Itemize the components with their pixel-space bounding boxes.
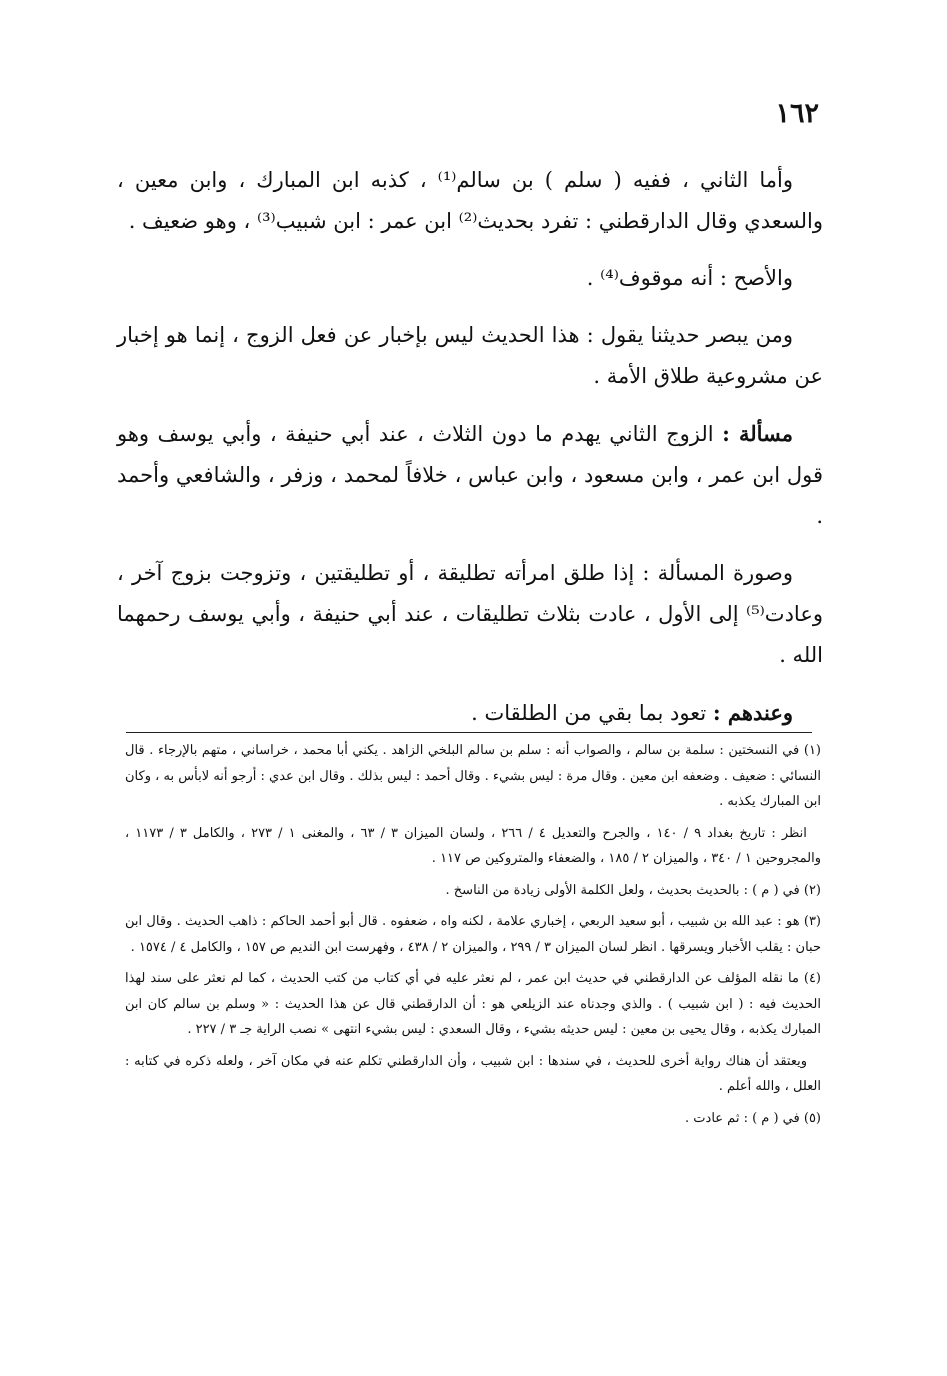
paragraph-hadith-insight	[117, 315, 823, 397]
footnote-1-references: انظر : تاريخ بغداد ٩ / ١٤٠ ، والجرح والتعديل ٤ / ٢٦٦ ، ولسان الميزان ٣ / ٦٣ ، والمغنى ١ / ٢٧٣ ، والكامل ٣ / ١١٧٣ ، والمجروحين ١ / ٣٤٠ ، والميزان ٢ / ١٨٥ ، والضعفاء والمتروكين ص ١١٧ .	[125, 825, 821, 866]
paragraph-most-correct	[117, 258, 823, 299]
paragraph-text: ومن يبصر حديثنا يقول : هذا الحديث ليس بإخبار عن فعل الزوج ، إنما هو إخبار عن مشروعية طلاق الأمة .	[117, 323, 823, 388]
footnote-4: (٤) ما نقله المؤلف عن الدارقطني في حديث ابن عمر ، لم نعثر عليه في أي كتاب من كتب الحديث ، كما لم نعثر على سند لهذا الحديث فيه : ( ابن شبيب ) . والذي وجدناه عند الزيلعي هو : أن الدارقطني قال عن هذا الحديث : « وسلم بن سالم كان ابن المبارك يكذبه ، وقال يحيى بن معين : ليس حديثه بشيء ، وقال السعدي : ليس بشيء انتهى » نصب الراية جـ ٣ / ٢٢٧ .	[125, 971, 821, 1037]
footnote-5: (٥) في ( م ) : ثم عادت .	[685, 1110, 821, 1126]
footnote-divider	[126, 732, 812, 733]
footnote-4-continuation: ويعتقد أن هناك رواية أخرى للحديث ، في سندها : ابن شبيب ، وأن الدارقطني تكلم عنه في مكان آخر ، ولعله ذكره في كتابه : العلل ، والله أعلم .	[125, 1053, 821, 1094]
paragraph-text: والأصح : أنه موقوف⁽⁴⁾ .	[586, 266, 793, 290]
paragraph-issue-form	[117, 553, 823, 676]
paragraph-text: تعود بما بقي من الطلقات .	[471, 701, 713, 725]
footnote-1: (١) في النسختين : سلمة بن سالم ، والصواب أنه : سلم بن سالم البلخي الزاهد . يكني أبا محمد ، خراساني ، متهم بالإرجاء . قال النسائي : ضعيف . وضعفه ابن معين . وقال مرة : ليس بشيء . وقال أحمد : ليس بذلك . وقال ابن عدي : أرجو أنه لابأس به ، وكان ابن المبارك يكذبه .	[125, 743, 821, 809]
paragraph-second-narration	[117, 160, 823, 242]
page-number: ١٦٢	[775, 98, 819, 129]
their-view-heading: وعندهم :	[712, 700, 793, 725]
footnote-3: (٣) هو : عبد الله بن شبيب ، أبو سعيد الربعي ، إخباري علامة ، لكنه واه ، ضعفوه . قال أبو أحمد الحاكم : ذاهب الحديث . وقال ابن حبان : يقلب الأخبار ويسرقها . انظر لسان الميزان ٣ / ٢٩٩ ، والميزان ٢ / ٤٣٨ ، وفهرست ابن النديم ص ١٥٧ ، والكامل ٤ / ١٥٧٤ .	[125, 914, 821, 955]
footnotes	[125, 738, 821, 1137]
paragraph-issue	[117, 413, 823, 537]
issue-heading: مسألة :	[722, 421, 793, 446]
paragraph-their-view	[117, 692, 823, 734]
main-text	[117, 160, 823, 750]
paragraph-text: الزوج الثاني يهدم ما دون الثلاث ، عند أبي حنيفة ، وأبي يوسف وهو قول ابن عمر ، وابن مسعود ، وابن عباس ، خلافاً لمحمد ، وزفر ، والشافعي وأحمد .	[117, 422, 823, 528]
paragraph-text: وصورة المسألة : إذا طلق امرأته تطليقة ، أو تطليقتين ، وتزوجت بزوج آخر ، وعادت⁽⁵⁾ إلى الأول ، عادت بثلاث تطليقات ، عند أبي حنيفة ، وأبي يوسف رحمهما الله .	[117, 561, 823, 667]
footnote-2: (٢) في ( م ) : بالحديث بحديث ، ولعل الكلمة الأولى زيادة من الناسخ .	[445, 882, 821, 898]
paragraph-text: وأما الثاني ، ففيه ( سلم ) بن سالم⁽¹⁾ ، كذبه ابن المبارك ، وابن معين ، والسعدي وقال الدارقطني : تفرد بحديث⁽²⁾ ابن عمر : ابن شبيب⁽³⁾ ، وهو ضعيف .	[117, 168, 823, 233]
